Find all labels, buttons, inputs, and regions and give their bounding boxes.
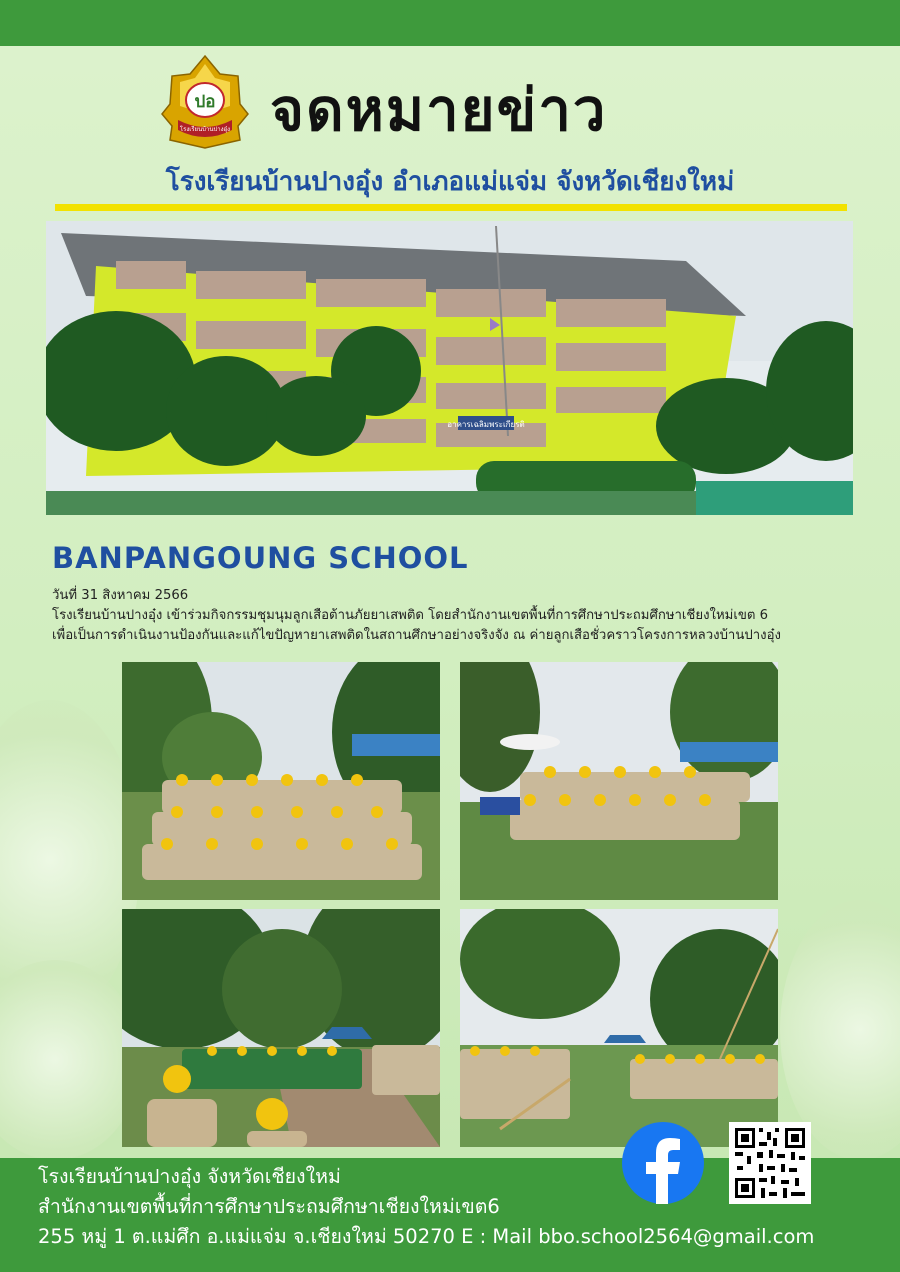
school-logo bbox=[160, 54, 250, 150]
scout-lineup-photo-2 bbox=[460, 909, 778, 1147]
facebook-icon[interactable] bbox=[622, 1122, 704, 1204]
article-line-1: โรงเรียนบ้านปางอุ๋ง เข้าร่วมกิจกรรมชุมนุมลูกเสือต้านภัยยาเสพติด โดยสำนักงานเขตพื้นที่การศึกษาประถมศึกษาเชียงใหม่เขต 6 bbox=[52, 608, 769, 623]
logo-text: ปอ bbox=[194, 92, 216, 112]
footer-address: 255 หมู่ 1 ต.แม่ศึก อ.แม่แจ่ม จ.เชียงใหม่ 50270 E : Mail bbo.school2564@gmail.com bbox=[38, 1225, 815, 1248]
page-title: จดหมายข่าว bbox=[270, 76, 608, 144]
article-line-2: เพื่อเป็นการดำเนินงานป้องกันและแก้ไขปัญหายาเสพติดในสถานศึกษาอย่างจริงจัง ณ ค่ายลูกเสือชั่วคราวโครงการหลวงบ้านปางอุ๋ง bbox=[52, 628, 781, 643]
logo-caption: โรงเรียนบ้านปางอุ๋ง bbox=[179, 126, 231, 133]
scout-group-photo-1 bbox=[122, 662, 440, 900]
scout-lineup-photo-1 bbox=[122, 909, 440, 1147]
footer-office: สำนักงานเขตพื้นที่การศึกษาประถมศึกษาเชียงใหม่เขต6 bbox=[38, 1195, 500, 1218]
qr-code-icon[interactable] bbox=[729, 1122, 811, 1204]
article-date: วันที่ 31 สิงหาคม 2566 bbox=[52, 588, 189, 603]
top-green-bar bbox=[0, 0, 900, 46]
school-building-photo bbox=[46, 221, 853, 515]
building-sign: อาคารเฉลิมพระเกียรติ bbox=[447, 420, 525, 429]
school-subtitle: โรงเรียนบ้านปางอุ๋ง อำเภอแม่แจ่ม จังหวัดเชียงใหม่ bbox=[165, 167, 735, 197]
scout-group-photo-2 bbox=[460, 662, 778, 900]
yellow-divider bbox=[55, 204, 847, 211]
footer-school: โรงเรียนบ้านปางอุ๋ง จังหวัดเชียงใหม่ bbox=[38, 1165, 341, 1188]
article-body bbox=[52, 586, 862, 646]
school-name-heading: BANPANGOUNG SCHOOL bbox=[52, 541, 469, 575]
